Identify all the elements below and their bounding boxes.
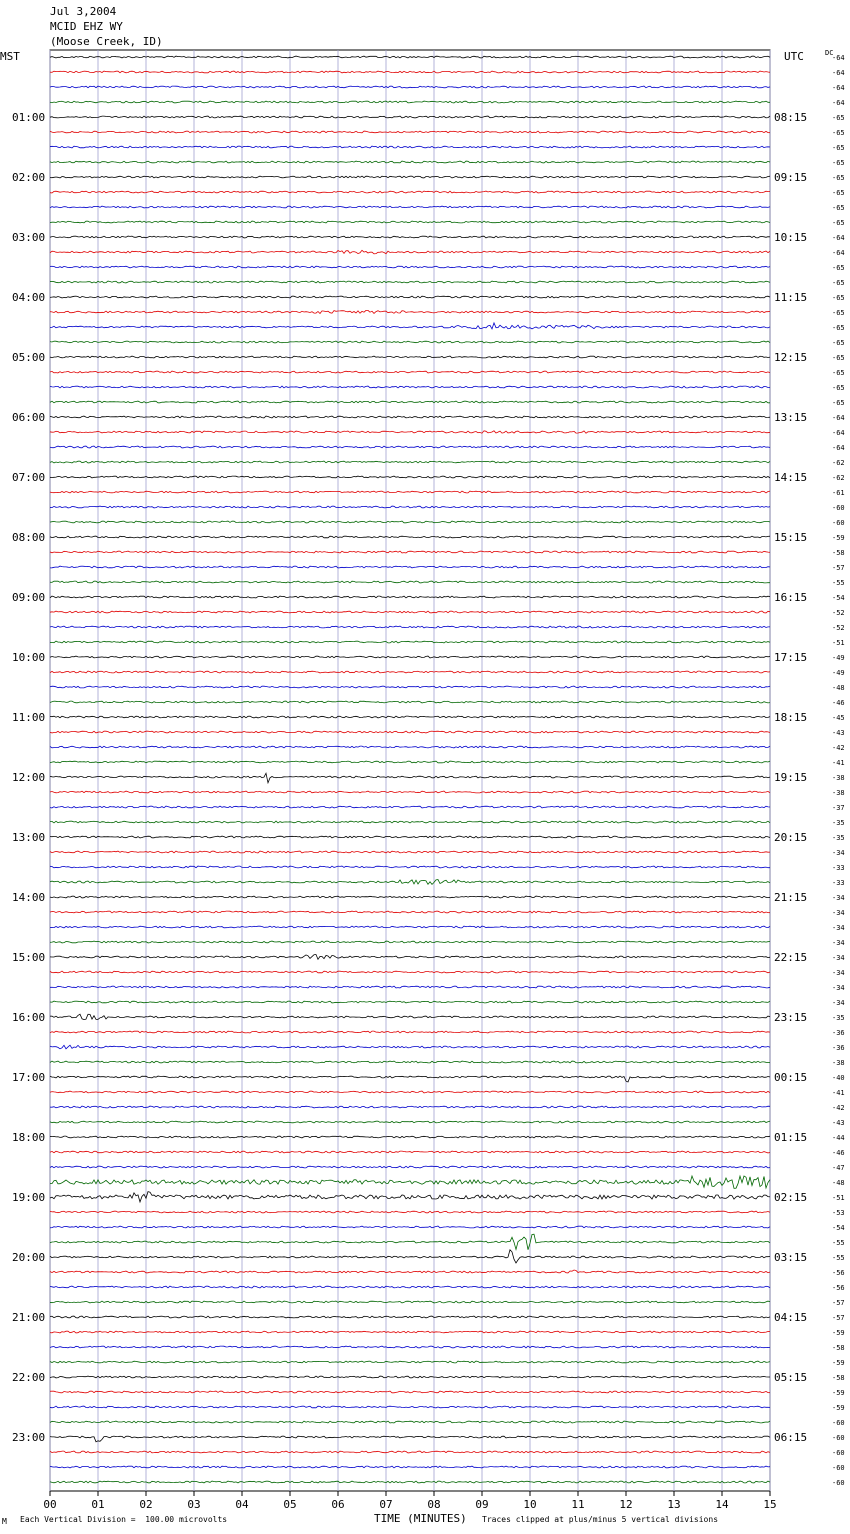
- seismic-trace: [50, 1121, 770, 1123]
- dc-offset-label: -60: [832, 1449, 845, 1457]
- seismic-trace: [50, 821, 770, 823]
- seismic-trace: [50, 446, 770, 448]
- utc-hour-label: 14:15: [774, 471, 808, 484]
- utc-hour-label: 05:15: [774, 1371, 808, 1384]
- seismic-trace: [50, 701, 770, 703]
- dc-offset-label: -34: [832, 999, 845, 1007]
- utc-hour-label: 10:15: [774, 231, 808, 244]
- seismic-trace: [50, 371, 770, 373]
- seismic-trace: [50, 1250, 770, 1263]
- seismic-trace: [50, 431, 770, 433]
- seismic-trace: [50, 1361, 770, 1363]
- x-tick-label: 14: [715, 1498, 729, 1511]
- utc-hour-label: 16:15: [774, 591, 808, 604]
- dc-offset-label: -52: [832, 609, 845, 617]
- seismic-trace: [50, 1014, 770, 1019]
- dc-offset-label: -38: [832, 789, 845, 797]
- seismic-trace: [50, 1376, 770, 1378]
- seismic-trace: [50, 926, 770, 928]
- seismic-trace: [50, 1192, 770, 1202]
- mst-hour-label: 16:00: [12, 1011, 46, 1024]
- utc-hour-label: 09:15: [774, 171, 808, 184]
- utc-hour-label: 21:15: [774, 891, 808, 904]
- x-tick-label: 11: [571, 1498, 585, 1511]
- seismic-trace: [50, 896, 770, 898]
- x-tick-label: 03: [187, 1498, 201, 1511]
- utc-hour-label: 20:15: [774, 831, 808, 844]
- dc-label: DC: [825, 49, 834, 57]
- dc-offset-label: -64: [832, 429, 845, 437]
- dc-offset-label: -64: [832, 414, 845, 422]
- utc-hour-label: 13:15: [774, 411, 808, 424]
- mst-hour-label: 10:00: [12, 651, 46, 664]
- dc-offset-label: -43: [832, 1119, 845, 1127]
- dc-offset-label: -45: [832, 714, 845, 722]
- seismic-trace: [50, 236, 770, 238]
- seismic-trace: [50, 176, 770, 178]
- dc-offset-label: -35: [832, 834, 845, 842]
- seismic-trace: [50, 1226, 770, 1228]
- seismic-trace: [50, 536, 770, 538]
- seismic-trace: [50, 1270, 770, 1273]
- dc-offset-label: -60: [832, 1464, 845, 1472]
- seismic-trace: [50, 941, 770, 943]
- seismic-trace: [50, 521, 770, 523]
- dc-offset-label: -64: [832, 99, 845, 107]
- seismic-trace: [50, 281, 770, 283]
- seismic-trace: [50, 1286, 770, 1288]
- dc-offset-label: -36: [832, 1029, 845, 1037]
- utc-hour-label: 11:15: [774, 291, 808, 304]
- dc-offset-label: -54: [832, 1224, 845, 1232]
- seismic-trace: [50, 746, 770, 748]
- dc-offset-label: -65: [832, 399, 845, 407]
- dc-offset-label: -65: [832, 294, 845, 302]
- dc-offset-label: -58: [832, 1344, 845, 1352]
- seismic-trace: [50, 206, 770, 208]
- seismic-trace: [50, 146, 770, 148]
- dc-offset-label: -61: [832, 489, 845, 497]
- mst-hour-label: 14:00: [12, 891, 46, 904]
- dc-offset-label: -55: [832, 1254, 845, 1262]
- seismic-trace: [50, 1406, 770, 1408]
- dc-offset-label: -55: [832, 1239, 845, 1247]
- seismic-trace: [50, 626, 770, 628]
- dc-offset-label: -60: [832, 504, 845, 512]
- x-tick-label: 00: [43, 1498, 57, 1511]
- dc-offset-label: -59: [832, 1389, 845, 1397]
- seismic-trace: [50, 971, 770, 973]
- dc-offset-label: -62: [832, 459, 845, 467]
- utc-hour-label: 06:15: [774, 1431, 808, 1444]
- dc-offset-label: -42: [832, 744, 845, 752]
- mst-hour-label: 23:00: [12, 1431, 46, 1444]
- dc-offset-label: -57: [832, 1299, 845, 1307]
- utc-hour-label: 04:15: [774, 1311, 808, 1324]
- seismic-trace: [50, 161, 770, 163]
- plot-date: Jul 3,2004: [50, 5, 117, 18]
- seismic-trace: [50, 686, 770, 688]
- mst-hour-label: 06:00: [12, 411, 46, 424]
- seismic-trace: [50, 641, 770, 643]
- seismic-trace: [50, 1451, 770, 1453]
- seismic-trace: [50, 880, 770, 885]
- corner-mark: M: [2, 1517, 7, 1526]
- dc-offset-label: -35: [832, 1014, 845, 1022]
- dc-offset-label: -57: [832, 564, 845, 572]
- seismic-trace: [50, 986, 770, 988]
- utc-hour-label: 23:15: [774, 1011, 808, 1024]
- seismic-trace: [50, 416, 770, 418]
- utc-hour-label: 00:15: [774, 1071, 808, 1084]
- utc-hour-label: 12:15: [774, 351, 808, 364]
- seismic-trace: [50, 955, 770, 960]
- dc-offset-label: -65: [832, 354, 845, 362]
- dc-offset-label: -65: [832, 264, 845, 272]
- dc-offset-label: -34: [832, 894, 845, 902]
- dc-offset-label: -65: [832, 189, 845, 197]
- seismic-trace: [50, 1176, 770, 1188]
- dc-offset-label: -65: [832, 174, 845, 182]
- dc-offset-label: -64: [832, 234, 845, 242]
- dc-offset-label: -46: [832, 1149, 845, 1157]
- dc-offset-label: -65: [832, 159, 845, 167]
- dc-offset-label: -34: [832, 939, 845, 947]
- dc-offset-label: -62: [832, 474, 845, 482]
- dc-offset-label: -65: [832, 144, 845, 152]
- x-tick-label: 08: [427, 1498, 441, 1511]
- seismic-trace: [50, 761, 770, 763]
- seismic-trace: [50, 1091, 770, 1093]
- left-timezone-label: MST: [0, 50, 20, 63]
- seismic-trace: [50, 1466, 770, 1468]
- dc-offset-label: -54: [832, 594, 845, 602]
- x-tick-label: 13: [667, 1498, 681, 1511]
- x-tick-label: 04: [235, 1498, 249, 1511]
- dc-offset-label: -37: [832, 804, 845, 812]
- x-tick-label: 05: [283, 1498, 297, 1511]
- x-axis-title: TIME (MINUTES): [374, 1512, 467, 1525]
- seismic-trace: [50, 86, 770, 88]
- seismic-trace: [50, 310, 770, 313]
- seismic-trace: [50, 1211, 770, 1213]
- dc-offset-label: -65: [832, 309, 845, 317]
- x-tick-label: 09: [475, 1498, 489, 1511]
- x-tick-label: 06: [331, 1498, 345, 1511]
- dc-offset-label: -48: [832, 1179, 845, 1187]
- mst-hour-label: 20:00: [12, 1251, 46, 1264]
- utc-hour-label: 17:15: [774, 651, 808, 664]
- mst-hour-label: 04:00: [12, 291, 46, 304]
- mst-hour-label: 13:00: [12, 831, 46, 844]
- dc-offset-label: -34: [832, 849, 845, 857]
- mst-hour-label: 15:00: [12, 951, 46, 964]
- mst-hour-label: 05:00: [12, 351, 46, 364]
- right-timezone-label: UTC: [784, 50, 804, 63]
- seismic-trace: [50, 1316, 770, 1318]
- seismic-trace: [50, 656, 770, 658]
- seismic-trace: [50, 250, 770, 254]
- seismic-trace: [50, 356, 770, 358]
- dc-offset-label: -65: [832, 324, 845, 332]
- seismic-trace: [50, 1136, 770, 1138]
- dc-offset-label: -34: [832, 924, 845, 932]
- seismic-trace: [50, 851, 770, 853]
- dc-offset-label: -65: [832, 384, 845, 392]
- mst-hour-label: 07:00: [12, 471, 46, 484]
- x-tick-label: 02: [139, 1498, 153, 1511]
- dc-offset-label: -35: [832, 819, 845, 827]
- dc-offset-label: -34: [832, 969, 845, 977]
- seismic-trace: [50, 323, 770, 329]
- dc-offset-label: -65: [832, 219, 845, 227]
- seismic-trace: [50, 131, 770, 133]
- seismic-trace: [50, 1031, 770, 1033]
- dc-offset-label: -48: [832, 684, 845, 692]
- seismic-trace: [50, 401, 770, 403]
- mst-hour-label: 22:00: [12, 1371, 46, 1384]
- clip-note: Traces clipped at plus/minus 5 vertical divisions: [482, 1515, 719, 1524]
- dc-offset-label: -52: [832, 624, 845, 632]
- x-tick-label: 15: [763, 1498, 777, 1511]
- dc-offset-label: -34: [832, 909, 845, 917]
- dc-offset-label: -44: [832, 1134, 845, 1142]
- dc-offset-label: -41: [832, 1089, 845, 1097]
- dc-offset-label: -49: [832, 654, 845, 662]
- seismic-trace: [50, 1234, 770, 1250]
- seismic-trace: [50, 221, 770, 223]
- seismic-trace: [50, 1106, 770, 1108]
- utc-hour-label: 08:15: [774, 111, 808, 124]
- x-tick-label: 10: [523, 1498, 537, 1511]
- utc-hour-label: 22:15: [774, 951, 808, 964]
- seismic-trace: [50, 1346, 770, 1348]
- seismic-trace: [50, 1061, 770, 1063]
- dc-offset-label: -64: [832, 84, 845, 92]
- dc-offset-label: -46: [832, 699, 845, 707]
- seismic-trace: [50, 1391, 770, 1393]
- dc-offset-label: -65: [832, 204, 845, 212]
- dc-offset-label: -65: [832, 369, 845, 377]
- station-code: MCID EHZ WY: [50, 20, 123, 33]
- dc-offset-label: -60: [832, 1419, 845, 1427]
- seismic-trace: [50, 866, 770, 868]
- mst-hour-label: 02:00: [12, 171, 46, 184]
- dc-offset-label: -57: [832, 1314, 845, 1322]
- x-tick-label: 07: [379, 1498, 393, 1511]
- seismic-trace: [50, 191, 770, 193]
- dc-offset-label: -42: [832, 1104, 845, 1112]
- mst-hour-label: 11:00: [12, 711, 46, 724]
- seismic-trace: [50, 671, 770, 673]
- seismic-trace: [50, 1076, 770, 1082]
- dc-offset-label: -64: [832, 444, 845, 452]
- seismic-trace: [50, 1331, 770, 1333]
- dc-offset-label: -64: [832, 69, 845, 77]
- dc-offset-label: -36: [832, 1044, 845, 1052]
- dc-offset-label: -60: [832, 1479, 845, 1487]
- mst-hour-label: 19:00: [12, 1191, 46, 1204]
- dc-offset-label: -56: [832, 1284, 845, 1292]
- dc-offset-label: -51: [832, 1194, 845, 1202]
- utc-hour-label: 02:15: [774, 1191, 808, 1204]
- seismic-trace: [50, 596, 770, 598]
- dc-offset-label: -59: [832, 1404, 845, 1412]
- seismic-trace: [50, 731, 770, 733]
- dc-offset-label: -34: [832, 984, 845, 992]
- seismic-trace: [50, 1481, 770, 1483]
- seismic-trace: [50, 116, 770, 118]
- seismic-trace: [50, 1421, 770, 1423]
- utc-hour-label: 15:15: [774, 531, 808, 544]
- scale-note: Each Vertical Division = 100.00 microvolts: [20, 1515, 228, 1524]
- seismic-trace: [50, 71, 770, 73]
- dc-offset-label: -60: [832, 519, 845, 527]
- dc-offset-label: -47: [832, 1164, 845, 1172]
- mst-hour-label: 12:00: [12, 771, 46, 784]
- seismic-trace: [50, 1436, 770, 1442]
- dc-offset-label: -65: [832, 339, 845, 347]
- seismic-trace: [50, 506, 770, 508]
- seismic-trace: [50, 266, 770, 268]
- dc-offset-label: -38: [832, 1059, 845, 1067]
- seismic-trace: [50, 551, 770, 553]
- mst-hour-label: 01:00: [12, 111, 46, 124]
- dc-offset-label: -51: [832, 639, 845, 647]
- dc-offset-label: -41: [832, 759, 845, 767]
- seismic-trace: [50, 296, 770, 298]
- seismic-trace: [50, 1151, 770, 1153]
- seismic-trace: [50, 461, 770, 463]
- mst-hour-label: 08:00: [12, 531, 46, 544]
- dc-offset-label: -65: [832, 279, 845, 287]
- dc-offset-label: -59: [832, 534, 845, 542]
- mst-hour-label: 09:00: [12, 591, 46, 604]
- x-tick-label: 01: [91, 1498, 105, 1511]
- utc-hour-label: 03:15: [774, 1251, 808, 1264]
- dc-offset-label: -40: [832, 1074, 845, 1082]
- seismic-trace: [50, 1001, 770, 1003]
- seismic-trace: [50, 491, 770, 493]
- dc-offset-label: -55: [832, 579, 845, 587]
- seismic-trace: [50, 101, 770, 103]
- dc-offset-label: -64: [832, 54, 845, 62]
- utc-hour-label: 18:15: [774, 711, 808, 724]
- mst-hour-label: 03:00: [12, 231, 46, 244]
- seismic-trace: [50, 836, 770, 838]
- dc-offset-label: -34: [832, 954, 845, 962]
- utc-hour-label: 01:15: [774, 1131, 808, 1144]
- dc-offset-label: -53: [832, 1209, 845, 1217]
- dc-offset-label: -33: [832, 879, 845, 887]
- seismic-trace: [50, 716, 770, 718]
- dc-offset-label: -56: [832, 1269, 845, 1277]
- dc-offset-label: -64: [832, 249, 845, 257]
- dc-offset-label: -60: [832, 1434, 845, 1442]
- seismic-trace: [50, 911, 770, 913]
- seismic-trace: [50, 1045, 770, 1049]
- dc-offset-label: -43: [832, 729, 845, 737]
- seismic-trace: [50, 566, 770, 568]
- dc-offset-label: -38: [832, 774, 845, 782]
- seismic-trace: [50, 611, 770, 613]
- mst-hour-label: 18:00: [12, 1131, 46, 1144]
- seismic-trace: [50, 581, 770, 583]
- dc-offset-label: -33: [832, 864, 845, 872]
- dc-offset-label: -49: [832, 669, 845, 677]
- dc-offset-label: -65: [832, 129, 845, 137]
- seismic-trace: [50, 56, 770, 58]
- seismic-trace: [50, 386, 770, 388]
- seismic-trace: [50, 341, 770, 343]
- mst-hour-label: 21:00: [12, 1311, 46, 1324]
- seismic-trace: [50, 1301, 770, 1303]
- seismic-trace: [50, 791, 770, 793]
- station-location: (Moose Creek, ID): [50, 35, 163, 48]
- mst-hour-label: 17:00: [12, 1071, 46, 1084]
- dc-offset-label: -65: [832, 114, 845, 122]
- dc-offset-label: -59: [832, 1359, 845, 1367]
- utc-hour-label: 19:15: [774, 771, 808, 784]
- seismic-trace: [50, 476, 770, 478]
- dc-offset-label: -58: [832, 549, 845, 557]
- dc-offset-label: -59: [832, 1329, 845, 1337]
- x-tick-label: 12: [619, 1498, 633, 1511]
- seismic-trace: [50, 773, 770, 783]
- seismic-trace: [50, 806, 770, 808]
- dc-offset-label: -58: [832, 1374, 845, 1382]
- seismic-trace: [50, 1166, 770, 1168]
